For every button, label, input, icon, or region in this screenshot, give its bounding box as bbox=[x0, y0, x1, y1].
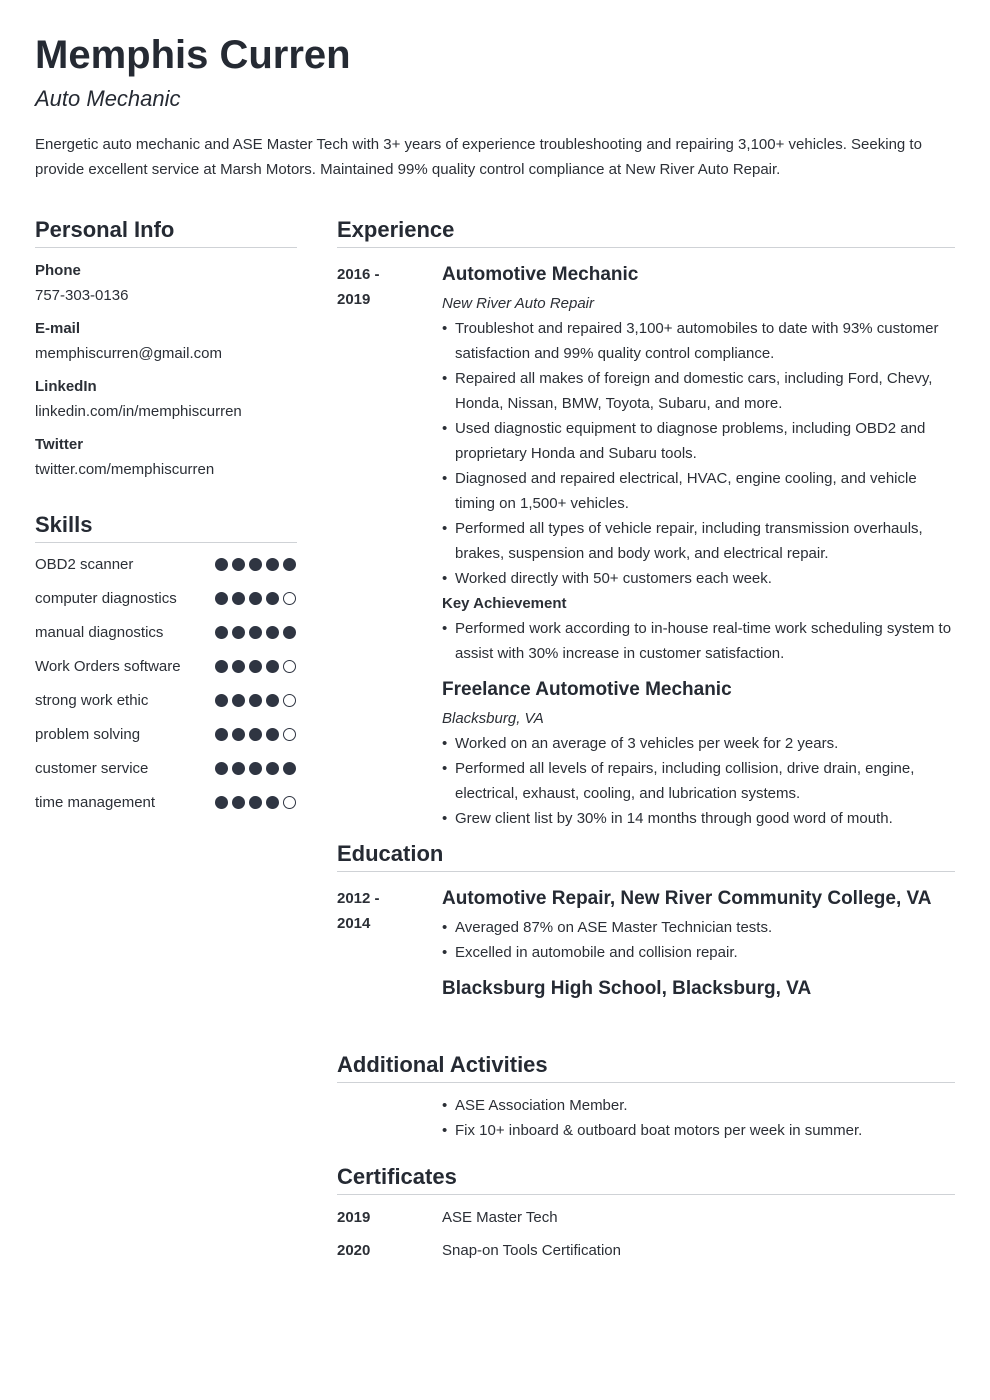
job-date-end: 2019 bbox=[337, 291, 371, 308]
skill-name: Work Orders software bbox=[35, 658, 181, 675]
activity-bullet: • ASE Association Member. bbox=[442, 1093, 955, 1118]
skill-item bbox=[35, 654, 297, 679]
skill-rating bbox=[215, 688, 297, 707]
rating-dot-filled bbox=[215, 694, 228, 707]
job-date-start: 2016 - bbox=[337, 266, 380, 283]
education-bullet: • Averaged 87% on ASE Master Technician tests. bbox=[442, 915, 955, 940]
job-body bbox=[442, 262, 955, 831]
certificate-year: 2019 bbox=[337, 1209, 371, 1226]
rating-dot-filled bbox=[249, 626, 262, 639]
skill-item bbox=[35, 790, 297, 815]
key-achievement-label: Key Achievement bbox=[442, 595, 567, 612]
twitter-label: Twitter bbox=[35, 436, 84, 453]
skill-rating bbox=[215, 620, 297, 639]
rating-dot-filled bbox=[215, 558, 228, 571]
rating-dot-filled bbox=[249, 796, 262, 809]
email-value: memphiscurren@gmail.com bbox=[35, 345, 222, 362]
certificate-name: Snap-on Tools Certification bbox=[442, 1242, 621, 1259]
email-label: E-mail bbox=[35, 320, 81, 337]
rating-dot-filled bbox=[266, 796, 279, 809]
experience-heading: Experience bbox=[337, 216, 955, 248]
rating-dot-filled bbox=[266, 558, 279, 571]
education-date-start: 2012 - bbox=[337, 890, 380, 907]
job-position: Automotive Mechanic bbox=[442, 264, 639, 285]
phone-label: Phone bbox=[35, 262, 81, 279]
job-entry bbox=[337, 262, 955, 831]
rating-dot-filled bbox=[266, 592, 279, 605]
education-degree: Automotive Repair, New River Community College, VA bbox=[442, 888, 932, 909]
activities-entry bbox=[337, 1093, 955, 1143]
certificate-row bbox=[337, 1205, 955, 1230]
certificates-heading: Certificates bbox=[337, 1163, 955, 1195]
job-bullet: • Used diagnostic equipment to diagnose problems, including OBD2 and proprietary Honda and Subaru tools. bbox=[442, 416, 955, 466]
key-achievement-list bbox=[442, 616, 955, 666]
rating-dot-filled bbox=[232, 660, 245, 673]
certificate-name: ASE Master Tech bbox=[442, 1209, 558, 1226]
education-dates bbox=[337, 886, 442, 1001]
job-bullets bbox=[442, 316, 955, 591]
rating-dot-filled bbox=[249, 694, 262, 707]
rating-dot-filled bbox=[215, 592, 228, 605]
rating-dot-filled bbox=[283, 626, 296, 639]
education-heading: Education bbox=[337, 840, 955, 872]
linkedin-label: LinkedIn bbox=[35, 378, 97, 395]
skill-name: computer diagnostics bbox=[35, 590, 177, 607]
activities-heading: Additional Activities bbox=[337, 1051, 955, 1083]
skill-item bbox=[35, 688, 297, 713]
rating-dot-filled bbox=[249, 558, 262, 571]
skill-item bbox=[35, 552, 297, 577]
summary: Energetic auto mechanic and ASE Master Tech with 3+ years of experience troubleshooting and repairing 3,100+ vehicles. Seeking to provide excellent service at Marsh Motors. Maintained 99% quality control compliance at New River Auto Repair. bbox=[35, 136, 922, 178]
skill-rating bbox=[215, 552, 297, 571]
rating-dot-empty bbox=[283, 660, 296, 673]
skills-list bbox=[35, 552, 297, 815]
rating-dot-filled bbox=[232, 592, 245, 605]
skills-heading: Skills bbox=[35, 511, 297, 543]
skill-rating bbox=[215, 756, 297, 775]
rating-dot-filled bbox=[266, 626, 279, 639]
job-bullet: • Diagnosed and repaired electrical, HVAC, engine cooling, and vehicle timing on 1,500+ vehicles. bbox=[442, 466, 955, 516]
rating-dot-filled bbox=[232, 762, 245, 775]
right-column bbox=[337, 216, 955, 1263]
skill-rating bbox=[215, 722, 297, 741]
left-column bbox=[35, 216, 297, 815]
rating-dot-empty bbox=[283, 694, 296, 707]
rating-dot-filled bbox=[232, 796, 245, 809]
rating-dot-filled bbox=[266, 762, 279, 775]
job-dates bbox=[337, 262, 442, 831]
rating-dot-filled bbox=[232, 626, 245, 639]
rating-dot-filled bbox=[249, 660, 262, 673]
phone-value: 757-303-0136 bbox=[35, 287, 129, 304]
job-bullet: • Worked on an average of 3 vehicles per week for 2 years. bbox=[442, 731, 955, 756]
job-title: Auto Mechanic bbox=[35, 86, 181, 111]
skill-name: manual diagnostics bbox=[35, 624, 164, 641]
skill-rating bbox=[215, 654, 297, 673]
rating-dot-filled bbox=[283, 558, 296, 571]
education-entry bbox=[337, 886, 955, 1001]
education-body bbox=[442, 886, 955, 1001]
education-bullet: • Excelled in automobile and collision repair. bbox=[442, 940, 955, 965]
rating-dot-filled bbox=[249, 728, 262, 741]
job-position: Freelance Automotive Mechanic bbox=[442, 679, 732, 700]
rating-dot-filled bbox=[215, 796, 228, 809]
activity-bullet: • Fix 10+ inboard & outboard boat motors per week in summer. bbox=[442, 1118, 955, 1143]
job-bullet: • Grew client list by 30% in 14 months through good word of mouth. bbox=[442, 806, 955, 831]
rating-dot-filled bbox=[215, 728, 228, 741]
job-bullets bbox=[442, 731, 955, 831]
skill-name: customer service bbox=[35, 760, 149, 777]
key-achievement: • Performed work according to in-house real-time work scheduling system to assist with 30% increase in customer satisfaction. bbox=[442, 616, 955, 666]
rating-dot-filled bbox=[266, 694, 279, 707]
personal-info-list bbox=[35, 261, 297, 480]
skill-name: time management bbox=[35, 794, 156, 811]
skill-rating bbox=[215, 790, 297, 809]
skill-name: strong work ethic bbox=[35, 692, 149, 709]
twitter-value: twitter.com/memphiscurren bbox=[35, 461, 215, 478]
certificate-year: 2020 bbox=[337, 1242, 371, 1259]
rating-dot-filled bbox=[215, 762, 228, 775]
job-bullet: • Performed all levels of repairs, including collision, drive drain, engine, electrical, exhaust, cooling, and lubrication systems. bbox=[442, 756, 955, 806]
certificate-row bbox=[337, 1238, 955, 1263]
education-date-end: 2014 bbox=[337, 915, 371, 932]
skill-rating bbox=[215, 586, 297, 605]
skill-name: problem solving bbox=[35, 726, 141, 743]
rating-dot-filled bbox=[249, 592, 262, 605]
personal-info-heading: Personal Info bbox=[35, 216, 297, 248]
rating-dot-empty bbox=[283, 592, 296, 605]
skill-item bbox=[35, 722, 297, 747]
job-bullet: • Performed all types of vehicle repair, including transmission overhauls, brakes, suspension and body work, and electrical repair. bbox=[442, 516, 955, 566]
rating-dot-filled bbox=[249, 762, 262, 775]
job-company: Blacksburg, VA bbox=[442, 710, 544, 727]
rating-dot-filled bbox=[283, 762, 296, 775]
rating-dot-empty bbox=[283, 728, 296, 741]
education-bullets bbox=[442, 915, 955, 965]
rating-dot-filled bbox=[215, 626, 228, 639]
job-bullet: • Repaired all makes of foreign and domestic cars, including Ford, Chevy, Honda, Nissan, BMW, Toyota, Subaru, and more. bbox=[442, 366, 955, 416]
rating-dot-filled bbox=[232, 694, 245, 707]
rating-dot-filled bbox=[266, 660, 279, 673]
rating-dot-filled bbox=[232, 728, 245, 741]
job-bullet: • Troubleshot and repaired 3,100+ automobiles to date with 93% customer satisfaction and 99% quality control compliance. bbox=[442, 316, 955, 366]
candidate-name: Memphis Curren bbox=[35, 33, 351, 77]
rating-dot-filled bbox=[215, 660, 228, 673]
skill-name: OBD2 scanner bbox=[35, 556, 134, 573]
activities-bullets bbox=[442, 1093, 955, 1143]
skill-item bbox=[35, 620, 297, 645]
high-school: Blacksburg High School, Blacksburg, VA bbox=[442, 978, 812, 999]
skill-item bbox=[35, 586, 297, 611]
linkedin-value: linkedin.com/in/memphiscurren bbox=[35, 403, 242, 420]
rating-dot-filled bbox=[232, 558, 245, 571]
rating-dot-empty bbox=[283, 796, 296, 809]
job-bullet: • Worked directly with 50+ customers each week. bbox=[442, 566, 955, 591]
skill-item bbox=[35, 756, 297, 781]
job-company: New River Auto Repair bbox=[442, 295, 594, 312]
rating-dot-filled bbox=[266, 728, 279, 741]
